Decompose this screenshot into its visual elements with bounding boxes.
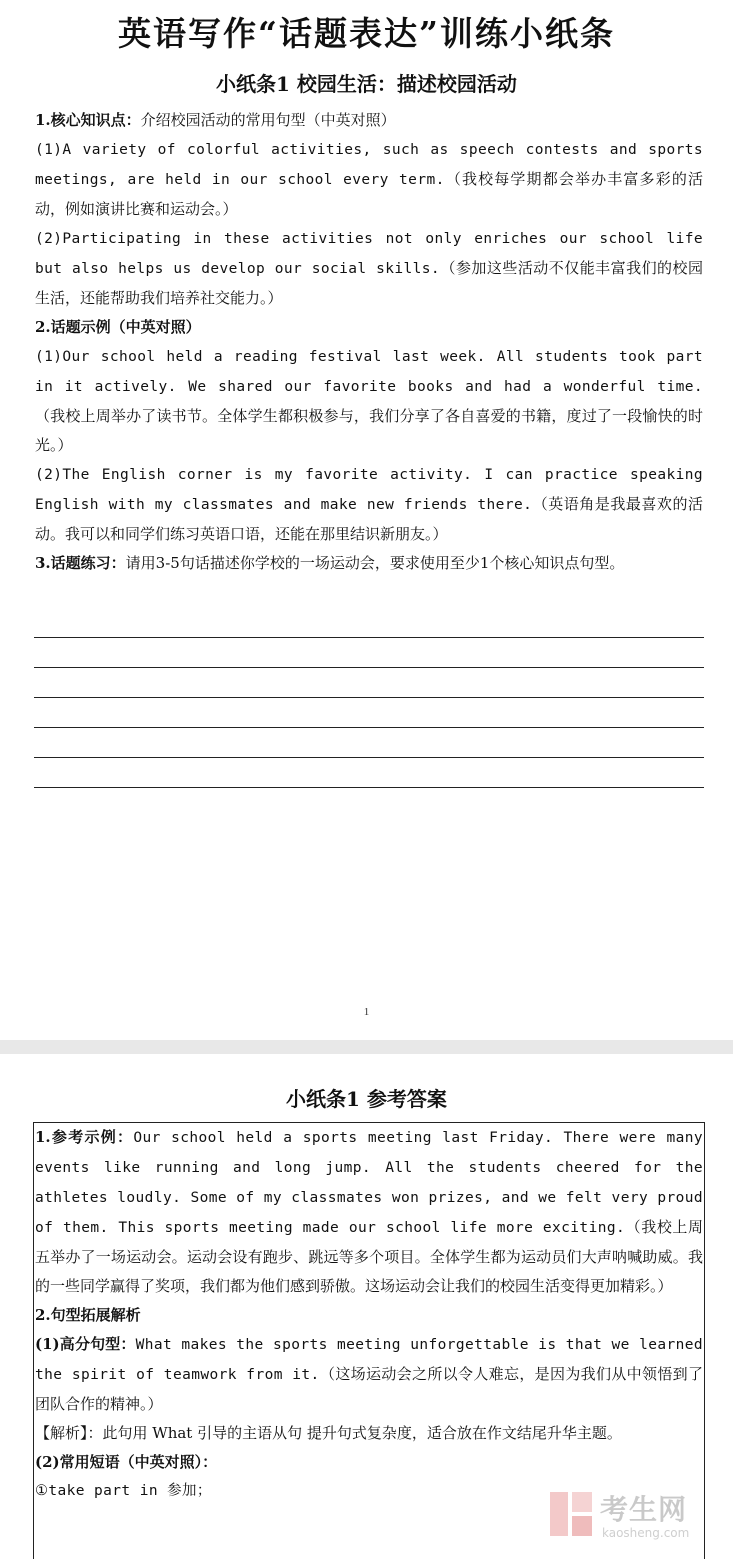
topic-example-2: (2)The English corner is my favorite activity. I can practice speaking English with my classmates and make new friends there.（英语角是我最喜欢的活动。我可以和同学们练习英语口语，还能在那里结识新朋友。） bbox=[35, 467, 703, 543]
watermark-url: kaosheng.com bbox=[602, 1526, 690, 1540]
section-subtitle: 小纸条1 校园生活：描述校园活动 bbox=[216, 72, 517, 96]
watermark bbox=[548, 1486, 718, 1544]
pattern-analysis-heading: 2.句型拓展解析 bbox=[35, 1306, 141, 1324]
core-sentence-1: (1)A variety of colorful activities, such as speech contests and sports meetings, are held in our school every term.（我校每学期都会举办丰富多彩的活动，例如演讲比赛和运动会。） bbox=[35, 142, 703, 218]
page-number: 1 bbox=[363, 1006, 370, 1018]
phrase-item: ①take part in 参加； bbox=[35, 1483, 212, 1499]
common-phrases-heading: (2)常用短语（中英对照）： bbox=[35, 1453, 218, 1471]
topic-practice: 3.话题练习：请用3-5句话描述你学校的一场运动会，要求使用至少1个核心知识点句型。 bbox=[35, 554, 625, 572]
topic-example-1: (1)Our school held a reading festival last week. All students took part in it actively. We shared our favorite books and had a wonderful time.（我校上周举办了读书节。全体学生都积极参与，我们分享了各自喜爱的书籍，度过了一段愉快的时光。） bbox=[35, 349, 703, 454]
analysis-note: 【解析】：此句用 What 引导的主语从句 提升句式复杂度，适合放在作文结尾升华主题。 bbox=[35, 1424, 622, 1442]
answer-body bbox=[34, 1123, 703, 1506]
document-title: 英语写作“话题表达”训练小纸条 bbox=[118, 14, 615, 53]
writing-line[interactable] bbox=[34, 697, 704, 698]
page-2 bbox=[0, 1054, 733, 1558]
page-1-body bbox=[35, 106, 703, 578]
answer-title: 小纸条1 参考答案 bbox=[286, 1087, 447, 1111]
writing-line[interactable] bbox=[34, 637, 704, 638]
writing-line[interactable] bbox=[34, 787, 704, 788]
core-knowledge-heading: 1.核心知识点：介绍校园活动的常用句型（中英对照） bbox=[35, 111, 396, 129]
core-sentence-2: (2)Participating in these activities not only enriches our school life but also helps us develop our social skills.（参加这些活动不仅能丰富我们的校园生活，还能帮助我们培养社交能力。） bbox=[35, 231, 703, 307]
high-score-sentence: (1)高分句型：What makes the sports meeting unforgettable is that we learned the spirit of teamwork from it.（这场运动会之所以令人难忘，是因为我们从中领悟到了团队合作的精神。） bbox=[35, 1335, 703, 1413]
page-separator bbox=[0, 1040, 733, 1054]
watermark-logo-icon bbox=[548, 1488, 594, 1540]
reference-example: 1.参考示例：Our school held a sports meeting last Friday. There were many events like running and long jump. All the students cheered for the athletes loudly. Some of my classmates won prizes, and we felt very proud of them. This sports meeting made our school life more exciting.（我校上周五举办了一场运动会。运动会设有跑步、跳远等多个项目。全体学生都为运动员们大声呐喊助威。我的一些同学赢得了奖项，我们都为他们感到骄傲。这场运动会让我们的校园生活变得更加精彩。） bbox=[35, 1128, 703, 1295]
writing-line[interactable] bbox=[34, 757, 704, 758]
writing-line[interactable] bbox=[34, 727, 704, 728]
topic-example-heading: 2.话题示例（中英对照） bbox=[35, 318, 201, 336]
writing-line[interactable] bbox=[34, 667, 704, 668]
watermark-text: 考生网 bbox=[600, 1493, 688, 1526]
